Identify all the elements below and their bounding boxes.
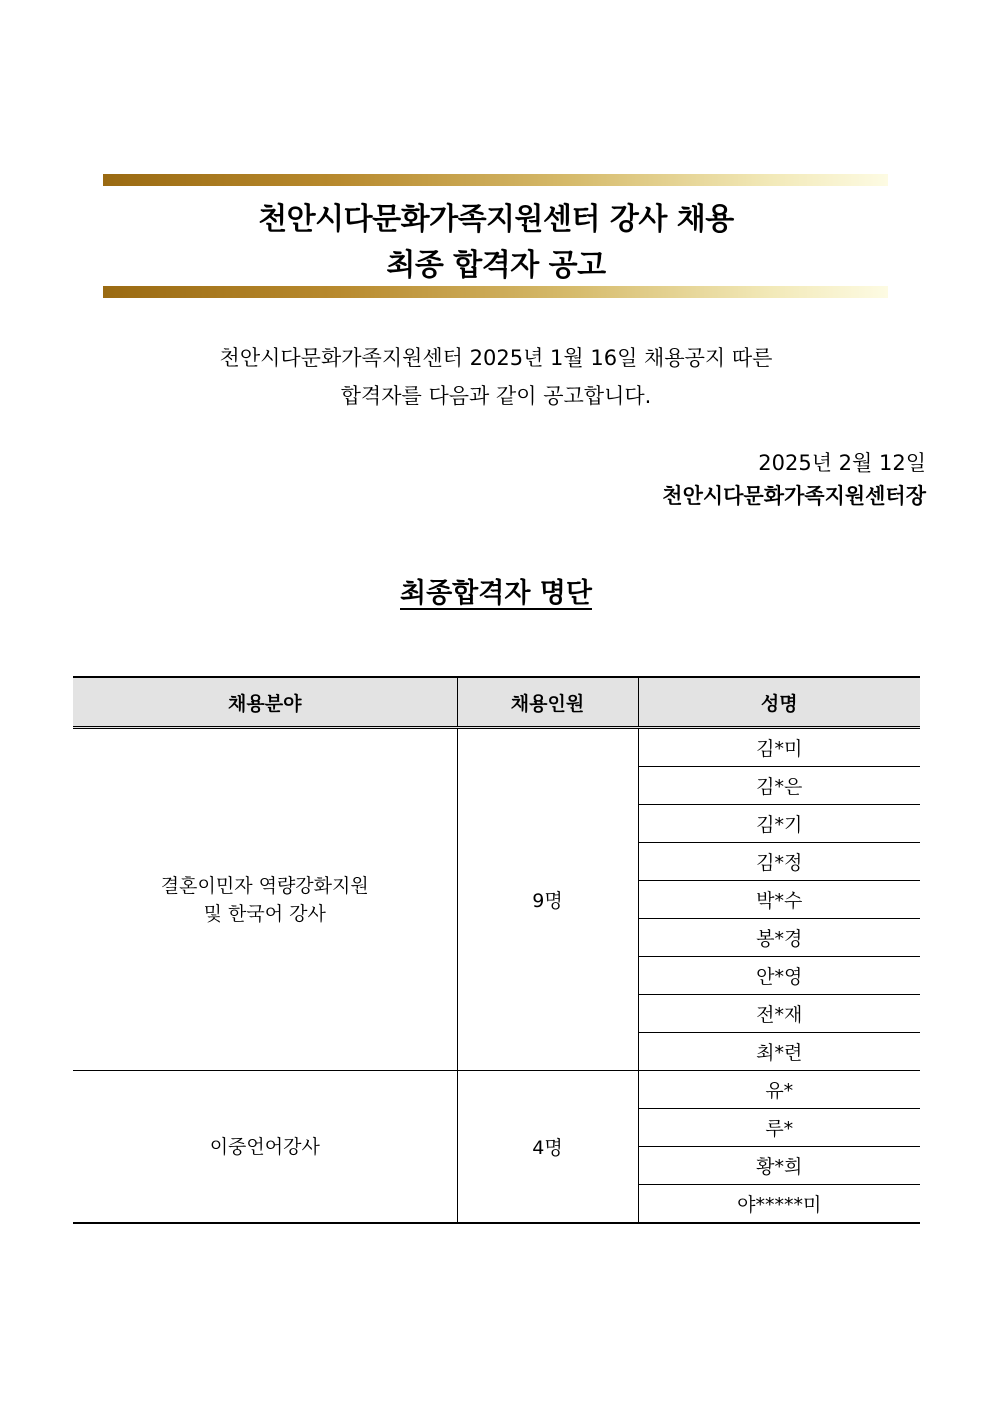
issuer-signature: 천안시다문화가족지원센터장 [662,484,926,508]
group1-field-line2: 및 한국어 강사 [203,902,326,925]
page-title-line1: 천안시다문화가족지원센터 강사 채용 [258,202,734,237]
list-title [0,571,992,610]
name-cell: 김*기 [638,805,920,843]
name-cell: 유* [638,1071,920,1109]
name-cell: 김*미 [638,728,920,767]
name-cell: 안*영 [638,957,920,995]
list-title-text: 최종합격자 명단 [400,578,592,609]
name-cell: 김*은 [638,767,920,805]
header-field: 채용분야 [73,677,457,728]
group1-field-line1: 결혼이민자 역량강화지원 [160,874,369,897]
header-count: 채용인원 [457,677,638,728]
intro-paragraph [0,339,992,415]
name-cell: 야*****미 [638,1185,920,1224]
name-cell: 황*희 [638,1147,920,1185]
bottom-gold-bar [103,286,888,298]
table-row [73,728,920,767]
group2-field [73,1071,457,1224]
name-cell: 박*수 [638,881,920,919]
table-row [73,1071,920,1109]
intro-line2: 합격자를 다음과 같이 공고합니다. [340,384,652,408]
group2-field-line1: 이중언어강사 [209,1135,320,1158]
group1-field [73,728,457,1071]
name-cell: 김*정 [638,843,920,881]
table-header-row [73,677,920,728]
header-name: 성명 [638,677,920,728]
page-title-line2: 최종 합격자 공고 [386,248,606,283]
name-cell: 루* [638,1109,920,1147]
name-cell: 봉*경 [638,919,920,957]
name-cell: 최*련 [638,1033,920,1071]
roster-table [73,676,920,1224]
top-gold-bar [103,174,888,186]
announcement-date: 2025년 2월 12일 [758,451,926,475]
group1-count: 9명 [457,728,638,1071]
intro-line1: 천안시다문화가족지원센터 2025년 1월 16일 채용공지 따른 [219,346,773,370]
name-cell: 전*재 [638,995,920,1033]
group2-count: 4명 [457,1071,638,1224]
